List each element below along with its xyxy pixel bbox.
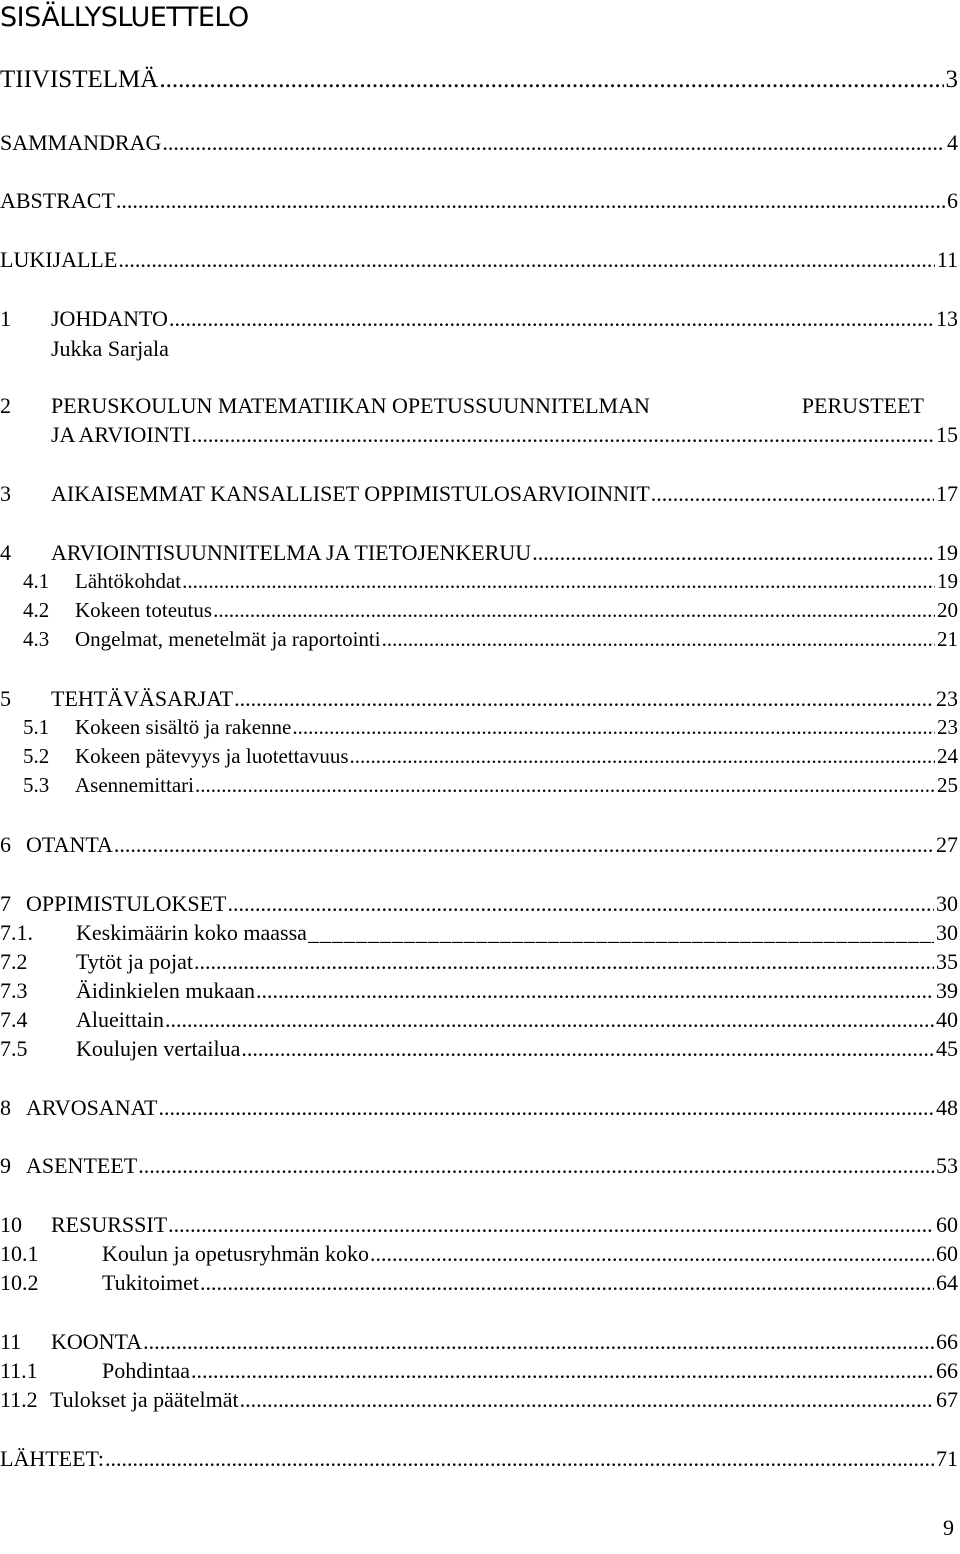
toc-entry-title: Tukitoimet bbox=[102, 1270, 199, 1295]
toc-entry-page: 15 bbox=[936, 422, 958, 447]
toc-entry-page: 45 bbox=[936, 1036, 958, 1061]
dot-leader bbox=[292, 715, 935, 740]
toc-entry-koulun-koko[interactable] bbox=[0, 1241, 960, 1271]
toc-entry-page: 40 bbox=[936, 1007, 958, 1032]
dot-leader bbox=[227, 891, 934, 917]
toc-entry-title: Koulun ja opetusryhmän koko bbox=[102, 1241, 370, 1266]
toc-entry-peruskoulun-left bbox=[0, 393, 650, 419]
dot-leader bbox=[168, 1212, 934, 1238]
dot-leader bbox=[158, 1095, 934, 1121]
dot-leader bbox=[200, 1270, 934, 1296]
toc-entry-title-continued: PERUSTEET bbox=[801, 393, 924, 418]
dot-leader bbox=[370, 1241, 934, 1267]
toc-entry-page: 60 bbox=[936, 1212, 958, 1237]
toc-entry-number: 4.1 bbox=[23, 569, 50, 593]
toc-entry-title: JA ARVIOINTI bbox=[51, 422, 191, 447]
toc-entry-title: PERUSKOULUN MATEMATIIKAN OPETUSSUUNNITELMAN bbox=[51, 393, 650, 418]
toc-entry-page: 53 bbox=[936, 1153, 958, 1178]
dot-leader bbox=[114, 832, 934, 858]
toc-entry-keskimaarin[interactable] bbox=[0, 920, 960, 950]
toc-entry-title: Lähtökohdat bbox=[75, 569, 182, 593]
toc-entry-ongelmat[interactable] bbox=[23, 627, 960, 657]
toc-entry-page: 6 bbox=[947, 188, 958, 213]
toc-entry-title: OTANTA bbox=[26, 832, 113, 857]
toc-entry-page: 66 bbox=[936, 1329, 958, 1354]
toc-entry-page: 60 bbox=[936, 1241, 958, 1266]
toc-entry-number: 7.2 bbox=[0, 949, 28, 974]
toc-entry-page: 13 bbox=[936, 306, 958, 331]
toc-entry-kokeen-toteutus[interactable] bbox=[23, 598, 960, 628]
toc-entry-number: 11.1 bbox=[0, 1358, 38, 1383]
toc-entry-title: Äidinkielen mukaan bbox=[76, 978, 256, 1003]
toc-heading: SISÄLLYSLUETTELO bbox=[0, 2, 249, 33]
dot-leader bbox=[162, 130, 945, 156]
toc-entry-number: 5.1 bbox=[23, 715, 50, 739]
dot-leader bbox=[194, 949, 934, 975]
toc-entry-lahteet[interactable] bbox=[0, 1446, 960, 1476]
toc-entry-arvosanat[interactable] bbox=[0, 1095, 960, 1125]
toc-entry-number: 3 bbox=[0, 481, 11, 506]
toc-entry-koulujen[interactable] bbox=[0, 1036, 960, 1066]
toc-entry-title: ARVIOINTISUUNNITELMA JA TIETOJENKERUU bbox=[51, 540, 532, 565]
toc-entry-johdanto[interactable] bbox=[0, 306, 960, 336]
dot-leader bbox=[143, 1329, 934, 1355]
dot-leader bbox=[169, 306, 934, 332]
toc-entry-aidinkieli[interactable] bbox=[0, 978, 960, 1008]
toc-entry-sisalto[interactable] bbox=[23, 715, 960, 745]
toc-entry-number: 11 bbox=[0, 1329, 22, 1354]
toc-entry-number: 7.5 bbox=[0, 1036, 28, 1061]
toc-entry-author: Jukka Sarjala bbox=[51, 336, 169, 361]
toc-entry-asenteet[interactable] bbox=[0, 1153, 960, 1183]
toc-entry-number: 4 bbox=[0, 540, 11, 565]
dot-leader bbox=[234, 686, 934, 712]
page-number: 9 bbox=[943, 1515, 954, 1540]
dot-leader bbox=[532, 540, 934, 566]
toc-entry-number: 5 bbox=[0, 686, 11, 711]
toc-entry-title: Ongelmat, menetelmät ja raportointi bbox=[75, 627, 381, 651]
toc-entry-title: ABSTRACT bbox=[0, 188, 115, 213]
toc-entry-number: 5.3 bbox=[23, 773, 50, 797]
toc-entry-number: 10.1 bbox=[0, 1241, 39, 1266]
toc-entry-title: Kokeen pätevyys ja luotettavuus bbox=[75, 744, 349, 768]
toc-entry-title: TEHTÄVÄSARJAT bbox=[51, 686, 234, 711]
toc-entry-number: 9 bbox=[0, 1153, 11, 1178]
toc-entry-pohdintaa[interactable] bbox=[0, 1358, 960, 1388]
toc-entry-page: 23 bbox=[936, 686, 958, 711]
toc-entry-number: 1 bbox=[0, 306, 11, 331]
toc-entry-patevyys[interactable] bbox=[23, 744, 960, 774]
toc-entry-page: 24 bbox=[937, 744, 958, 768]
underline-leader bbox=[308, 920, 934, 946]
toc-entry-number: 11.2 bbox=[0, 1387, 38, 1412]
toc-entry-arviointisuunnitelma[interactable] bbox=[0, 540, 960, 570]
toc-entry-title: Pohdintaa bbox=[102, 1358, 190, 1383]
toc-entry-tiivistelma[interactable] bbox=[0, 66, 960, 96]
dot-leader bbox=[191, 422, 934, 448]
toc-entry-page: 3 bbox=[945, 66, 958, 93]
toc-entry-title: Tytöt ja pojat bbox=[76, 949, 193, 974]
dot-leader bbox=[159, 66, 943, 94]
toc-entry-tytot[interactable] bbox=[0, 949, 960, 979]
toc-entry-page: 39 bbox=[936, 978, 958, 1003]
toc-entry-asennemittari[interactable] bbox=[23, 773, 960, 803]
toc-entry-page: 23 bbox=[937, 715, 958, 739]
toc-entry-number: 7.1. bbox=[0, 920, 33, 945]
dot-leader bbox=[105, 1446, 934, 1472]
toc-entry-aikaisemmat[interactable] bbox=[0, 481, 960, 511]
toc-entry-number: 4.2 bbox=[23, 598, 50, 622]
toc-entry-tehtavasarjat[interactable] bbox=[0, 686, 960, 716]
toc-entry-page: 25 bbox=[937, 773, 958, 797]
toc-entry-tukitoimet[interactable] bbox=[0, 1270, 960, 1300]
toc-entry-title: AIKAISEMMAT KANSALLISET OPPIMISTULOSARVIOINNIT bbox=[51, 481, 650, 506]
toc-entry-page: 19 bbox=[936, 540, 958, 565]
dot-leader bbox=[182, 569, 935, 594]
toc-entry-number: 10 bbox=[0, 1212, 22, 1237]
toc-entry-peruskoulun-line2[interactable] bbox=[0, 422, 960, 452]
toc-entry-number: 4.3 bbox=[23, 627, 50, 651]
toc-entry-peruskoulun-line1[interactable] bbox=[0, 393, 924, 419]
dot-leader bbox=[256, 978, 934, 1004]
dot-leader bbox=[138, 1153, 934, 1179]
toc-entry-page: 67 bbox=[936, 1387, 958, 1412]
toc-entry-title: OPPIMISTULOKSET bbox=[26, 891, 227, 916]
toc-entry-oppimistulokset[interactable] bbox=[0, 891, 960, 921]
dot-leader bbox=[350, 744, 935, 769]
dot-leader bbox=[191, 1358, 934, 1384]
toc-entry-page: 4 bbox=[947, 130, 958, 155]
toc-entry-lahtokohdat[interactable] bbox=[23, 569, 960, 599]
toc-entry-page: 27 bbox=[936, 832, 958, 857]
toc-entry-page: 66 bbox=[936, 1358, 958, 1383]
toc-entry-lukijalle[interactable] bbox=[0, 247, 960, 277]
toc-entry-page: 17 bbox=[936, 481, 958, 506]
toc-entry-title: SAMMANDRAG bbox=[0, 130, 162, 155]
toc-entry-page: 48 bbox=[936, 1095, 958, 1120]
toc-entry-title: RESURSSIT bbox=[51, 1212, 168, 1237]
toc-entry-koonta[interactable] bbox=[0, 1329, 960, 1359]
toc-entry-number: 6 bbox=[0, 832, 11, 857]
toc-entry-number: 2 bbox=[0, 393, 11, 418]
toc-entry-page: 35 bbox=[936, 949, 958, 974]
toc-entry-page: 30 bbox=[936, 920, 958, 945]
toc-entry-resurssit[interactable] bbox=[0, 1212, 960, 1242]
toc-entry-title: Tulokset ja päätelmät bbox=[50, 1387, 239, 1412]
toc-entry-otanta[interactable] bbox=[0, 832, 960, 862]
toc-entry-number: 7 bbox=[0, 891, 11, 916]
toc-entry-title: LÄHTEET: bbox=[0, 1446, 104, 1471]
toc-entry-number: 8 bbox=[0, 1095, 11, 1120]
dot-leader bbox=[240, 1387, 934, 1413]
toc-entry-title: TIIVISTELMÄ bbox=[0, 66, 159, 93]
toc-entry-number: 5.2 bbox=[23, 744, 50, 768]
toc-entry-sammandrag[interactable] bbox=[0, 130, 960, 160]
dot-leader bbox=[116, 188, 945, 214]
toc-entry-title: Asennemittari bbox=[75, 773, 194, 797]
toc-entry-title: ARVOSANAT bbox=[26, 1095, 158, 1120]
toc-entry-number: 7.4 bbox=[0, 1007, 28, 1032]
toc-entry-title: JOHDANTO bbox=[51, 306, 168, 331]
dot-leader bbox=[241, 1036, 934, 1062]
dot-leader bbox=[118, 247, 935, 273]
toc-entry-title: Keskimäärin koko maassa bbox=[76, 920, 307, 945]
dot-leader bbox=[195, 773, 935, 798]
toc-entry-title: Alueittain bbox=[76, 1007, 164, 1032]
toc-entry-alueittain[interactable] bbox=[0, 1007, 960, 1037]
dot-leader bbox=[165, 1007, 934, 1033]
toc-entry-title: KOONTA bbox=[51, 1329, 143, 1354]
toc-entry-title: Kokeen sisältö ja rakenne bbox=[75, 715, 292, 739]
toc-entry-number: 10.2 bbox=[0, 1270, 39, 1295]
toc-entry-number: 7.3 bbox=[0, 978, 28, 1003]
toc-entry-tulokset[interactable] bbox=[0, 1387, 960, 1417]
dot-leader bbox=[213, 598, 935, 623]
toc-entry-page: 21 bbox=[937, 627, 958, 651]
toc-entry-title: LUKIJALLE bbox=[0, 247, 118, 272]
toc-entry-page: 30 bbox=[936, 891, 958, 916]
dot-leader bbox=[651, 481, 934, 507]
toc-entry-page: 20 bbox=[937, 598, 958, 622]
toc-entry-page: 64 bbox=[936, 1270, 958, 1295]
toc-entry-page: 71 bbox=[936, 1446, 958, 1471]
toc-entry-title: ASENTEET bbox=[26, 1153, 138, 1178]
toc-entry-title: Kokeen toteutus bbox=[75, 598, 213, 622]
toc-entry-title: Koulujen vertailua bbox=[76, 1036, 241, 1061]
toc-entry-abstract[interactable] bbox=[0, 188, 960, 218]
dot-leader bbox=[382, 627, 935, 652]
toc-entry-page: 19 bbox=[937, 569, 958, 593]
toc-entry-page: 11 bbox=[936, 247, 958, 272]
